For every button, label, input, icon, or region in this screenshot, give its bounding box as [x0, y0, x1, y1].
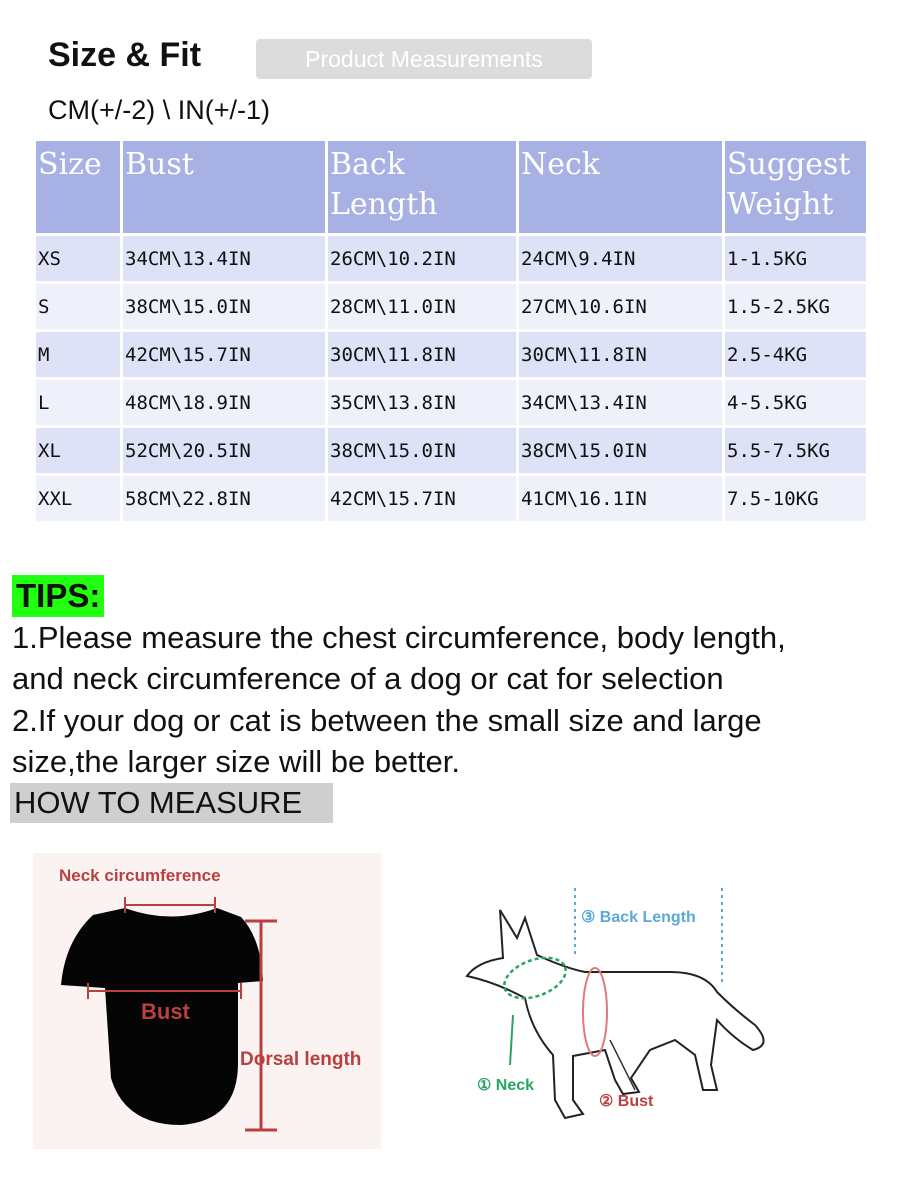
- back-length-label: ③ Back Length: [581, 909, 696, 926]
- cell-size: L: [36, 380, 120, 425]
- cell-back-length: 38CM\15.0IN: [328, 428, 516, 473]
- header-neck: Neck: [519, 141, 722, 233]
- cell-weight: 2.5-4KG: [725, 332, 866, 377]
- table-row: [36, 236, 866, 281]
- cell-neck: 30CM\11.8IN: [519, 332, 722, 377]
- table-row: [36, 428, 866, 473]
- header-bust: Bust: [123, 141, 325, 233]
- unit-note: CM(+/-2) \ IN(+/-1): [48, 95, 271, 125]
- dog-illustration: [455, 880, 785, 1140]
- bust-label: Bust: [141, 999, 190, 1024]
- header-suggest-weight: Suggest Weight: [725, 141, 866, 233]
- cell-neck: 34CM\13.4IN: [519, 380, 722, 425]
- tip-2-line-2: size,the larger size will be better.: [12, 744, 460, 779]
- cell-weight: 7.5-10KG: [725, 476, 866, 521]
- cell-size: S: [36, 284, 120, 329]
- table-row: [36, 476, 866, 521]
- cell-size: XXL: [36, 476, 120, 521]
- table-row: [36, 380, 866, 425]
- tip-1-line-1: 1.Please measure the chest circumference, body length,: [12, 620, 786, 655]
- cell-weight: 5.5-7.5KG: [725, 428, 866, 473]
- cell-bust: 48CM\18.9IN: [123, 380, 325, 425]
- cell-back-length: 28CM\11.0IN: [328, 284, 516, 329]
- dog-measurement-diagram: [455, 880, 785, 1140]
- cell-back-length: 42CM\15.7IN: [328, 476, 516, 521]
- cell-neck: 27CM\10.6IN: [519, 284, 722, 329]
- neck-label: ① Neck: [477, 1077, 535, 1094]
- cell-back-length: 26CM\10.2IN: [328, 236, 516, 281]
- cell-neck: 24CM\9.4IN: [519, 236, 722, 281]
- cell-neck: 41CM\16.1IN: [519, 476, 722, 521]
- bust-label-dog: ② Bust: [599, 1093, 654, 1110]
- cell-weight: 1.5-2.5KG: [725, 284, 866, 329]
- table-row: [36, 332, 866, 377]
- cell-back-length: 30CM\11.8IN: [328, 332, 516, 377]
- table-row: [36, 284, 866, 329]
- tab-product-measurements[interactable]: Product Measurements: [256, 39, 592, 79]
- tip-1-line-2: and neck circumference of a dog or cat for selection: [12, 661, 724, 696]
- how-to-measure-heading: HOW TO MEASURE: [10, 783, 333, 823]
- cell-bust: 38CM\15.0IN: [123, 284, 325, 329]
- cell-weight: 4-5.5KG: [725, 380, 866, 425]
- cell-size: XS: [36, 236, 120, 281]
- cell-bust: 52CM\20.5IN: [123, 428, 325, 473]
- neck-measure-ring: [499, 950, 571, 1006]
- cell-bust: 42CM\15.7IN: [123, 332, 325, 377]
- header-back-length: Back Length: [328, 141, 516, 233]
- cell-size: M: [36, 332, 120, 377]
- dorsal-length-label: Dorsal length: [240, 1049, 362, 1070]
- header-size: Size: [36, 141, 120, 233]
- cell-back-length: 35CM\13.8IN: [328, 380, 516, 425]
- neck-circumference-label: Neck circumference: [59, 866, 221, 885]
- cell-size: XL: [36, 428, 120, 473]
- bust-measure-ring: [583, 968, 607, 1056]
- tips-label: TIPS:: [12, 575, 104, 617]
- table-header-row: [36, 141, 866, 233]
- cell-bust: 58CM\22.8IN: [123, 476, 325, 521]
- cell-bust: 34CM\13.4IN: [123, 236, 325, 281]
- page-title: Size & Fit: [48, 36, 202, 74]
- shirt-measurement-diagram: [33, 853, 381, 1149]
- tip-2-line-1: 2.If your dog or cat is between the small size and large: [12, 703, 762, 738]
- cell-weight: 1-1.5KG: [725, 236, 866, 281]
- shirt-illustration: [33, 853, 381, 1149]
- size-chart-table: [33, 138, 869, 524]
- cell-neck: 38CM\15.0IN: [519, 428, 722, 473]
